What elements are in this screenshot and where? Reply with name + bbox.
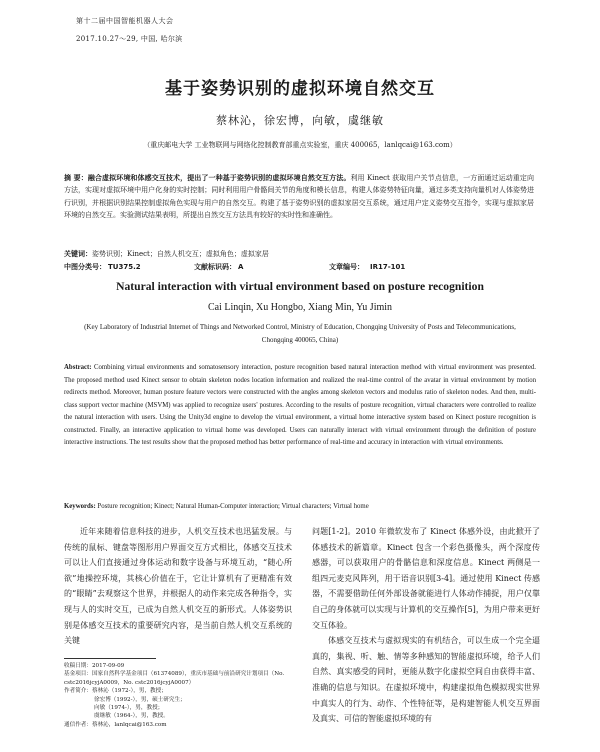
abstract-cn-label: 摘 要： (64, 174, 88, 182)
abstract-en (64, 362, 536, 450)
footnote-author-4: 虞继敏（1964-），男，教授。 (94, 713, 169, 720)
conference-name: 第十二届中国智能机器人大会 (76, 17, 174, 25)
footnote (64, 662, 296, 729)
authors-en: Cai Linqin, Xu Hongbo, Xiang Min, Yu Jimin (207, 302, 393, 313)
paper-title-cn: 基于姿势识别的虚拟环境自然交互 (165, 79, 435, 99)
keywords-en-text: Posture recognition; Kinect; Natural Human-Computer interaction; Virtual characters; Virtual home (97, 503, 369, 510)
affiliation-cn: （重庆邮电大学 工业物联网与网络化控制教育部重点实验室，重庆 400065，lanlqcai@163.com） (143, 141, 457, 149)
doc-code: 文献标识码： A (194, 263, 244, 271)
intro-paragraph-1: 近年来随着信息科技的进步，人机交互技术也迅猛发展。与传统的鼠标、键盘等图形用户界面交互方式相比，体感交互技术可以让人们直接通过身体运动和数字设备与环境互动，“随心所欲”地操控环境，其核心价值在于，它让计算机有了更精准有效的“眼睛”去观察这个世界，并根据人的动作来完成各种指令，实现与人的实时交互，已成为自然人机交互的新形式。人体姿势识别是体感交互技术的重要研究内容，是当前自然人机交互系统的关键 (64, 527, 292, 646)
article-number: 文章编号： IR17-101 (329, 263, 406, 271)
intro-paragraph-3: 体感交互技术与虚拟现实的有机结合，可以生成一个完全逼真的，集视、听、触、情等多种感知的智能虚拟环境，给予人们自然、真实感受的同时，更能从数字化虚拟空间自由获得丰富、准确的信息与知识。在虚拟环境中，构建虚拟角色模拟现实世界中真实人的行为、动作、个性特征等，是构建智能人机交互界面及真实、可信的智能虚拟环境的有 (312, 636, 540, 724)
abstract-en-label: Abstract: (64, 364, 92, 371)
body-right-column (312, 524, 540, 727)
footnote-corresponding: 通信作者：蔡林沁，lanlqcai@163.com (64, 721, 167, 728)
conference-date-location: 2017.10.27～29, 中国, 哈尔滨 (76, 35, 183, 43)
body-left-column (64, 524, 292, 649)
keywords-cn-text: 姿势识别；Kinect；自然人机交互；虚拟角色；虚拟家居 (92, 250, 269, 258)
paper-title-en: Natural interaction with virtual environment based on posture recognition (116, 280, 484, 293)
footnote-received: 收稿日期：2017-09-09 (64, 663, 125, 669)
footnote-author-3: 向敏（1974-），男，教授； (94, 705, 164, 712)
abstract-cn (64, 172, 534, 222)
keywords-en (64, 503, 536, 510)
footnote-funding: 基金项目：国家自然科学基金项目（61374089），重庆市基础与前沿研究计划项目（No. cstc2016jcyjA0009，No. cstc2016jcyjA0007） (64, 671, 285, 686)
keywords-cn-label: 关键词： (64, 250, 92, 258)
footnote-rule (64, 658, 156, 659)
footnote-author-2: 徐宏博（1992-），男，硕士研究生； (94, 696, 186, 703)
intro-paragraph-2: 问题[1-2]。2010 年微软发布了 Kinect 体感外设，由此掀开了体感技术的新篇章。Kinect 包含一个彩色摄像头，两个深度传感器，可以获取用户的骨骼信息和深度信息。Kinect 两侧是一组四元麦克风阵列，用于语音识别[3-4]。通过使用 Kinect 传感器，不需要借助任何外部设备就能进行人体动作捕捉，用户仅靠自己的身体就可以实现与计算机的交互操作[5]，为用户带来更好交互体验。 (312, 527, 540, 630)
clc-number: 中图分类号： TU375.2 (64, 263, 141, 271)
footnote-author-1: 作者简介：蔡林沁（1972-），男，教授； (64, 688, 167, 695)
abstract-cn-lead: 融合虚拟环境和体感交互技术，提出了一种基于姿势识别的虚拟环境自然交互方法。 (87, 174, 351, 182)
keywords-cn (64, 249, 534, 259)
authors-cn: 蔡林沁，徐宏博，向敏，虞继敏 (216, 114, 384, 127)
abstract-en-text: Combining virtual environments and somatosensory interaction, posture recognition based natural interaction method with virtual environment was presented. The proposed method used Kinect sensor to obtain skeleton nodes location information and realized the real-time control of the avatar in virtual environment by motion redirects method. Moreover, human posture feature vectors were constructed with the angles among skeleton vectors and modulus ratio of skeleton nodes. And then, multi-class support vector machine (MSVM) was applied to recognize users' postures. According to the results of posture recognition, virtual characters were controlled to realize the natural interaction with users. Using the Unity3d engine to develop the virtual environment, a virtual home interactive system based on Kinect posture recognition is constructed. Finally, an interactive application to virtual home was developed. Users can naturally interact with virtual environment through the definition of posture interactive instructions. The test results show that the proposed method has better performance of real-time and accuracy in interaction with virtual environments. (64, 364, 536, 446)
keywords-en-label: Keywords: (64, 503, 96, 510)
abstract-cn-text: 利用 Kinect 获取用户关节点信息，一方面通过运动重定向方法，实现对虚拟环境中用户化身的实时控制；同时利用用户骨骼间关节的角度和模长信息，构建人体姿势特征向量，通过多类支持向量机对人体姿势进行识别，并根据识别结果控制虚拟角色实现与用户的自然交互。构建了基于姿势识别的虚拟家居交互系统，通过用户定义姿势交互指令，实现与虚拟家居环境的自然交互。实验测试结果表明，所提出自然交互方法具有较好的实时性和准确性。 (64, 174, 535, 220)
affiliation-en: (Key Laboratory of Industrial Internet of Things and Networked Control, Ministry of Education, Chongqing University of Posts and Telecommunications, Chongqing 400065, China) (84, 323, 516, 344)
